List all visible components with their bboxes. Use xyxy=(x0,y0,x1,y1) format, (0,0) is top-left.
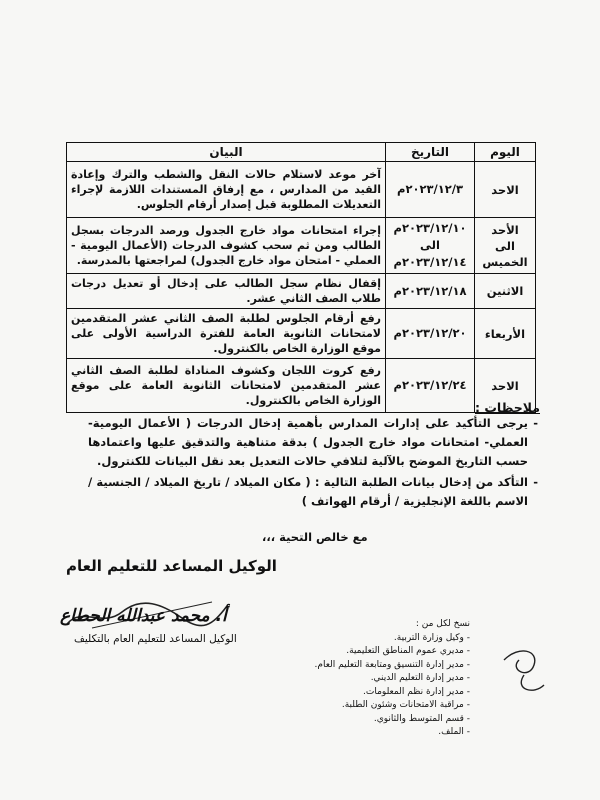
signatory-name: أ. محمد عبدالله الحطاع xyxy=(60,606,227,626)
list-item: - مدير إدارة التعليم الديني. xyxy=(370,673,470,683)
row-day: الأحد الى الخميس xyxy=(475,218,536,274)
header-desc: البيان xyxy=(67,143,386,162)
table-header-row xyxy=(67,143,536,162)
row-day: الاحد xyxy=(475,359,536,413)
table-row xyxy=(67,218,536,274)
closing-greeting: مع خالص التحية ،،، xyxy=(262,530,368,544)
row-desc: رفع كروت اللجان وكشوف المناداة لطلبة الصف الثاني عشر المتقدمين لامتحانات الثانوية العامة على موقع الوزارة الخاص بالكنترول. xyxy=(67,359,386,413)
row-desc: آخر موعد لاستلام حالات النقل والشطب والترك وإعادة القيد من المدارس ، مع إرفاق المستندات اللازمة لإجراء التعديلات المطلوبة قبل إصدار أرقام الجلوس. xyxy=(67,162,386,218)
signatory-role: الوكيل المساعد للتعليم العام بالتكليف xyxy=(74,633,237,645)
copies-list xyxy=(270,618,470,740)
table-row xyxy=(67,162,536,218)
note-item: - يرجى التأكيد على إدارات المدارس بأهمية إدخال الدرجات ( الأعمال اليومية- العملي- امتحانات مواد خارج الجدول ) بدقة متناهية والتدقيق عليها واعتمادها حسب التاريخ الموضح بالآلية لتلافي حالات التعديل بعد نقل البيانات للكنترول. xyxy=(88,414,538,471)
copies-heading: نسخ لكل من : xyxy=(415,619,470,629)
row-day: الاثنين xyxy=(475,274,536,309)
row-day: الأربعاء xyxy=(475,309,536,359)
schedule-table xyxy=(66,142,536,413)
list-item: - وكيل وزارة التربية. xyxy=(393,632,470,643)
table-row xyxy=(67,274,536,309)
list-item: - الملف. xyxy=(438,727,470,737)
list-item: - قسم المتوسط والثانوي. xyxy=(373,713,470,724)
notes-list xyxy=(88,414,538,513)
notes-title: ملاحظات : xyxy=(474,400,540,415)
signatory-title: الوكيل المساعد للتعليم العام xyxy=(66,557,277,575)
list-item: - مراقبة الامتحانات وشئون الطلبة. xyxy=(341,700,470,710)
row-date: ٢٠٢٣/١٢/٢٤م xyxy=(386,359,475,413)
row-date: ٢٠٢٣/١٢/١٨م xyxy=(386,274,475,309)
table-row xyxy=(67,359,536,413)
note-item: - التأكد من إدخال بيانات الطلبة التالية : ( مكان الميلاد / تاريخ الميلاد / الجنسية / الاسم باللغة الإنجليزية / أرقام الهواتف ) xyxy=(88,473,538,511)
row-date: ٢٠٢٣/١٢/١٠م الى ٢٠٢٣/١٢/١٤م xyxy=(386,218,475,274)
row-desc: إقفال نظام سجل الطالب على إدخال أو تعديل درجات طلاب الصف الثاني عشر. xyxy=(67,274,386,309)
list-item: - مديري عموم المناطق التعليمية. xyxy=(346,646,470,656)
header-day: اليوم xyxy=(475,143,536,162)
list-item: - مدير إدارة التنسيق ومتابعة التعليم العام. xyxy=(314,659,470,670)
row-date: ٢٠٢٣/١٢/٢٠م xyxy=(386,309,475,359)
initials-scribble xyxy=(494,640,554,700)
row-day: الاحد xyxy=(475,162,536,218)
row-desc: رفع أرقام الجلوس لطلبة الصف الثاني عشر المتقدمين لامتحانات الثانوية العامة للفترة الدراسية الأولى على موقع الوزارة الخاص بالكنترول. xyxy=(67,309,386,359)
table-row xyxy=(67,309,536,359)
row-date: ٢٠٢٣/١٢/٣م xyxy=(386,162,475,218)
row-desc: إجراء امتحانات مواد خارج الجدول ورصد الدرجات بسجل الطالب ومن ثم سحب كشوف الدرجات (الأعمال اليومية - العملي - امتحان مواد خارج الجدول) لمراجعتها بالمدرسة. xyxy=(67,218,386,274)
list-item: - مدير إدارة نظم المعلومات. xyxy=(363,686,470,697)
header-date: التاريخ xyxy=(386,143,475,162)
